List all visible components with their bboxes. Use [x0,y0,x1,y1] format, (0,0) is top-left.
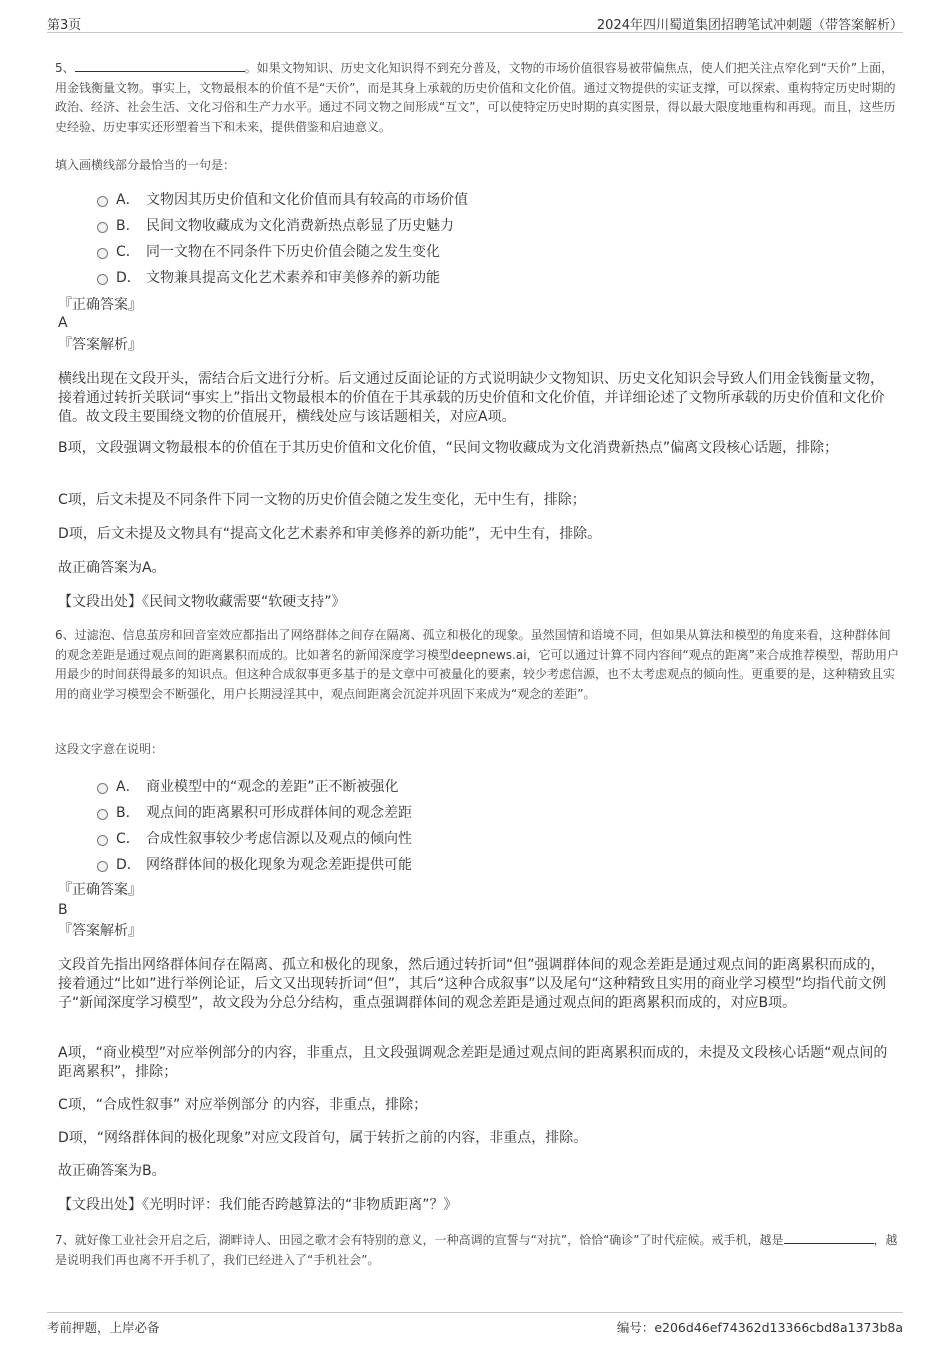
analysis-paragraph: D项，“网络群体间的极化现象”对应文段首句，属于转折之前的内容，非重点，排除。 [58,1130,588,1146]
document-title: 2024年四川蜀道集团招聘笔试冲刺题（带答案解析） [596,18,903,33]
question-6-options [97,773,412,877]
correct-answer-label: 『正确答案』 [58,882,142,898]
analysis-paragraph: C项，“合成性叙事” 对应举例部分 的内容，非重点，排除； [58,1097,428,1113]
option-d[interactable]: D． 文物兼具提高文化艺术素养和审美修养的新功能 [97,264,468,290]
option-c[interactable]: C． 合成性叙事较少考虑信源以及观点的倾向性 [97,825,412,851]
radio-icon[interactable] [97,196,108,207]
footer-slogan: 考前押题，上岸必备 [47,1320,160,1335]
analysis-paragraph: B项，文段强调文物最根本的价值在于其历史价值和文化价值，“民间文物收藏成为文化消费新热点”偏离文段核心话题，排除； [58,440,839,456]
radio-icon[interactable] [97,248,108,259]
option-b[interactable]: B． 观点间的距离累积可形成群体间的观念差距 [97,799,412,825]
analysis-paragraph: D项，后文未提及文物具有“提高文化艺术素养和审美修养的新功能”，无中生有，排除。 [58,526,602,542]
correct-answer: B [58,902,68,918]
analysis-conclusion: 故正确答案为B。 [58,1163,166,1179]
question-7-text: 7、就好像工业社会开启之后，湖畔诗人、田园之歌才会有特别的意义，一种高调的宣誓与“对抗”，恰恰“确诊”了时代症候。戒手机，越是 ，越是说明我们再也离不开手机了，我们已经进入了“手机社会”。 [55,1230,900,1270]
analysis-label: 『答案解析』 [58,923,142,939]
source-citation: 【文段出处】《光明时评：我们能否跨越算法的“非物质距离”？》 [58,1197,458,1213]
document-id: 编号：e206d46ef74362d13366cbd8a1373b8a [616,1320,903,1335]
analysis-conclusion: 故正确答案为A。 [58,560,166,576]
answer-blank [784,1230,874,1244]
option-c[interactable]: C． 同一文物在不同条件下历史价值会随之发生变化 [97,238,468,264]
correct-answer-label: 『正确答案』 [58,297,142,313]
option-a[interactable]: A． 商业模型中的“观念的差距”正不断被强化 [97,773,412,799]
radio-icon[interactable] [97,861,108,872]
option-a[interactable]: A． 文物因其历史价值和文化价值而具有较高的市场价值 [97,186,468,212]
radio-icon[interactable] [97,222,108,233]
question-6-prompt: 这段文字意在说明： [55,742,164,756]
answer-blank [75,58,245,72]
analysis-paragraph: C项，后文未提及不同条件下同一文物的历史价值会随之发生变化，无中生有，排除； [58,492,586,508]
analysis-paragraph: 横线出现在文段开头，需结合后文进行分析。后文通过反面论证的方式说明缺少文物知识、历史文化知识会导致人们用金钱衡量文物，接着通过转折关联词“事实上”指出文物最根本的价值在于其承载的历史价值和文化价值，并详细论述了文物所承载的历史价值和文化价值。故文段主要围绕文物的价值展开，横线处应与该话题相关，对应A项。 [58,371,885,425]
question-5-options [97,186,468,290]
radio-icon[interactable] [97,835,108,846]
analysis-label: 『答案解析』 [58,337,142,353]
page-number: 第3页 [47,18,82,33]
radio-icon[interactable] [97,783,108,794]
question-5-prompt: 填入画横线部分最恰当的一句是： [55,158,236,172]
page-footer [47,1312,903,1337]
analysis-paragraph: 文段首先指出网络群体间存在隔离、孤立和极化的现象，然后通过转折词“但”强调群体间的观念差距是通过观点间的距离累积而成的，接着通过“比如”进行举例论证，后文又出现转折词“但”，其后“这种合成叙事”以及尾句“这种精致且实用的商业学习模型”均指代前文例子“新闻深度学习模型”，故文段为分总分结构，重点强调群体间的观念差距是通过观点间的距离累积而成的，对应B项。 [58,957,887,1011]
question-5-text: 5、 。如果文物知识、历史文化知识得不到充分普及，文物的市场价值很容易被带偏焦点，使人们把关注点窄化到“天价”上面，用金钱衡量文物。事实上，文物最根本的价值不是“天价”，而是其身上承载的历史价值和文化价值。通过文物提供的实证支撑，可以探索、重构特定历史时期的政治、经济、社会生活、文化习俗和生产力水平。通过不同文物之间形成“互文”，可以使特定历史时期的真实图景，得以最大限度地重构和再现。而且，这些历史经验、历史事实还形塑着当下和未来，提供借鉴和启迪意义。 [55,58,900,137]
page-header [47,10,903,33]
correct-answer: A [58,315,68,331]
analysis-paragraph: A项，“商业模型”对应举例部分的内容，非重点，且文段强调观念差距是通过观点间的距离累积而成的，未提及文段核心话题“观点间的距离累积”，排除； [58,1045,888,1080]
source-citation: 【文段出处】《民间文物收藏需要“软硬支持”》 [58,594,346,610]
radio-icon[interactable] [97,274,108,285]
option-b[interactable]: B． 民间文物收藏成为文化消费新热点彰显了历史魅力 [97,212,468,238]
radio-icon[interactable] [97,809,108,820]
question-6-text: 6、过滤泡、信息茧房和回音室效应都指出了网络群体之间存在隔离、孤立和极化的现象。虽然国情和语境不同，但如果从算法和模型的角度来看，这种群体间的观念差距是通过观点间的距离累积而成的。比如著名的新闻深度学习模型deepnews.ai，它可以通过计算不同内容间“观点的距离”来合成推荐模型，帮助用户用最少的时间获得最多的知识点。但这种合成叙事更多基于的是文章中可被量化的要素，较少考虑信源，也不太考虑观点的倾向性。更重要的是，这种精致且实用的商业学习模型会不断强化，用户长期浸淫其中，观点间距离会沉淀并巩固下来成为“观念的差距”。 [55,628,899,701]
option-d[interactable]: D． 网络群体间的极化现象为观念差距提供可能 [97,851,412,877]
